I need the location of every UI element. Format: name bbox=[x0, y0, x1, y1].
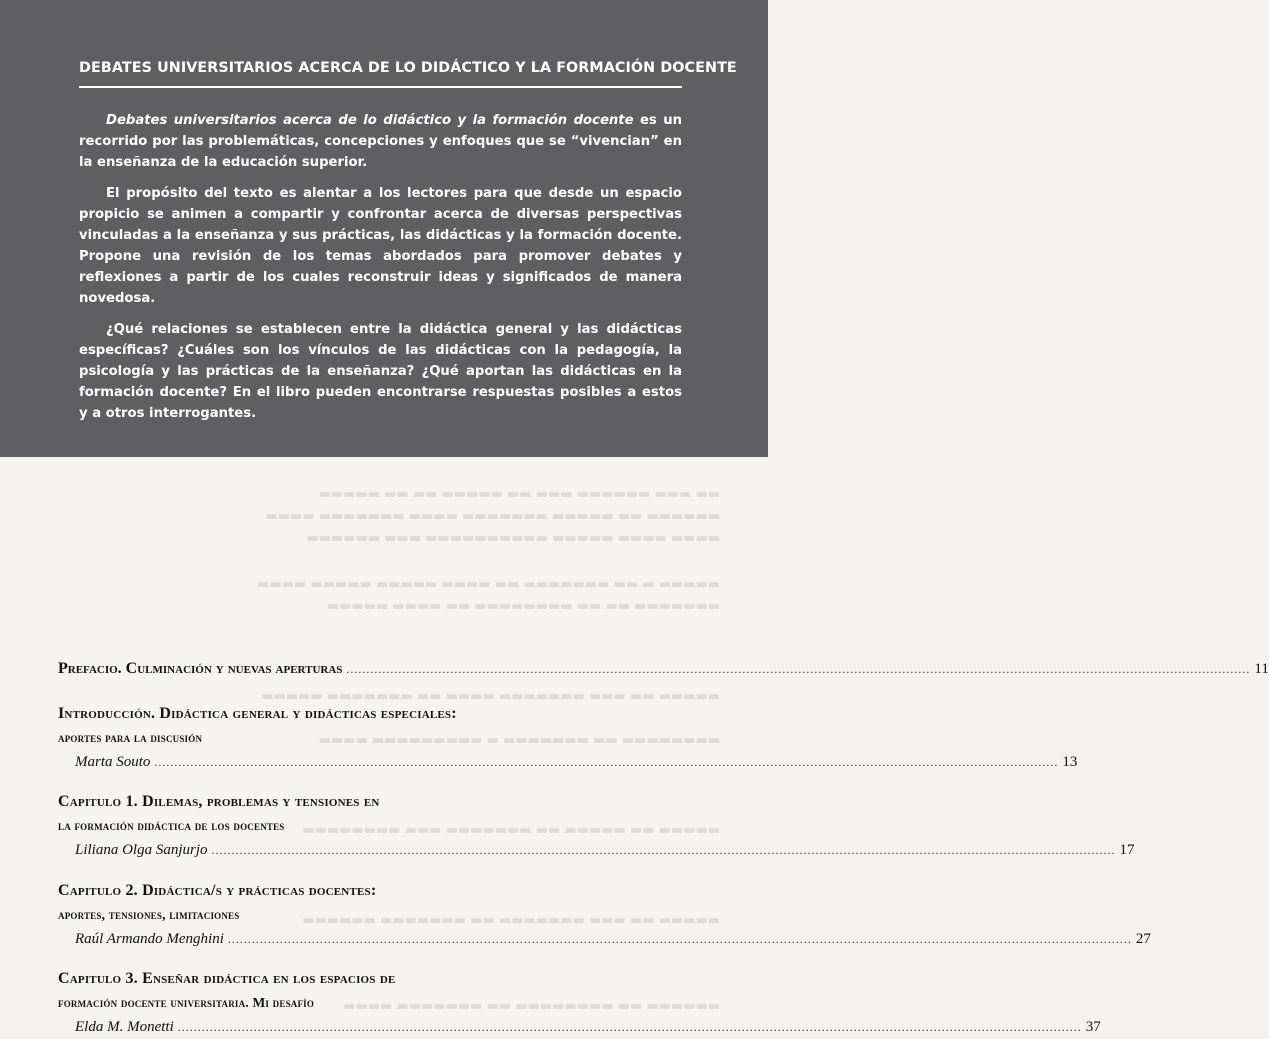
toc-line bbox=[58, 927, 1151, 951]
toc-entry-capitulo-3[interactable] bbox=[58, 967, 1101, 1039]
bleed-through-text: ▬▬▬▬▬ ▬▬ ▬▬▬ ▬▬▬▬▬▬▬ ▬▬ ▬▬▬▬▬▬▬ ▬▬▬▬▬▬ bbox=[302, 913, 720, 928]
toc-heading-line-2: formación docente universitaria. Mi desafío bbox=[58, 995, 315, 1010]
cover-paragraph-3: ¿Qué relaciones se establecen entre la didáctica general y las didácticas específicas? ¿Cuáles son los vínculos de las didácticas con la pedagogía, la psicología y las prácticas de la enseñanza? ¿Qué aportan las didácticas en la formación docente? En el libro pueden encontrarse respuestas posibles a estos y a otros interrogantes. bbox=[79, 322, 682, 421]
bleed-through-text: ▬▬▬▬▬▬ ▬▬ ▬▬▬▬▬ ▬▬▬▬▬▬▬ ▬▬▬▬ ▬▬▬▬▬▬▬ ▬▬▬▬ bbox=[265, 509, 720, 524]
toc-heading bbox=[58, 702, 724, 726]
page-number: 13 bbox=[1062, 754, 1078, 770]
cover-paragraph-1 bbox=[79, 110, 682, 173]
toc-heading bbox=[58, 879, 724, 903]
bleed-through-text: ▬▬▬▬▬▬▬▬ ▬▬ ▬▬▬▬▬▬▬ ▬ ▬▬▬▬▬▬▬▬▬ ▬▬▬▬ bbox=[318, 733, 720, 748]
cover-paragraph-1-text: es un recorrido por las problemáticas, concepciones y enfoques que se “vivencian” en la enseñanza de la educación superior. bbox=[79, 113, 682, 170]
toc-heading-line-2: aportes para la discusión bbox=[58, 730, 203, 745]
toc-heading: Prefacio. Culminación y nuevas aperturas bbox=[58, 660, 343, 677]
toc-author: Raúl Armando Menghini bbox=[75, 931, 224, 947]
title-underline bbox=[79, 86, 682, 88]
toc-line bbox=[58, 657, 1269, 681]
bleed-through-text: ▬▬▬▬▬▬ ▬▬ ▬▬▬▬▬▬▬▬ ▬▬ ▬▬▬▬▬▬▬ ▬▬▬▬ bbox=[343, 999, 720, 1014]
cover-paragraph-2: El propósito del texto es alentar a los lectores para que desde un espacio propicio se animen a compartir y confrontar acerca de diversas perspectivas vinculadas a la enseñanza y sus prácticas, las didácticas y la formación docente. Propone una revisión de los temas abordados para promover debates y reflexiones a partir de los cuales reconstruir ideas y significados de manera novedosa. bbox=[79, 186, 682, 306]
toc-heading-line-2: aportes, tensiones, limitaciones bbox=[58, 907, 240, 922]
bleed-through-text: ▬▬▬▬ ▬▬▬▬ ▬▬▬▬▬ ▬▬▬▬▬▬▬▬▬▬ ▬▬▬ ▬▬▬▬▬▬ bbox=[306, 531, 720, 546]
page-number: 17 bbox=[1119, 842, 1135, 858]
dot-leader bbox=[154, 750, 1058, 774]
bleed-through-text: ▬▬ ▬▬▬ ▬▬▬▬▬▬ ▬▬▬ ▬▬ ▬▬▬▬▬ ▬▬ ▬▬ ▬▬▬▬▬ bbox=[318, 487, 720, 502]
back-cover-panel bbox=[0, 0, 768, 457]
toc-heading-line-1: Introducción. Didáctica general y didácticas especiales: bbox=[58, 705, 457, 722]
toc-line bbox=[58, 750, 1078, 774]
book-title-italic: Debates universitarios acerca de lo didáctico y la formación docente bbox=[106, 113, 634, 128]
cover-title: DEBATES UNIVERSITARIOS ACERCA DE LO DIDÁCTICO Y LA FORMACIÓN DOCENTE bbox=[79, 60, 737, 76]
toc-author: Liliana Olga Sanjurjo bbox=[75, 842, 208, 858]
toc-entry-prefacio[interactable] bbox=[58, 657, 1269, 681]
toc-line bbox=[58, 1015, 1101, 1039]
bleed-through-text: ▬▬▬▬▬▬▬ ▬▬ ▬▬ ▬▬▬▬▬▬▬▬ ▬▬ ▬▬▬▬ ▬▬▬▬▬ bbox=[326, 599, 720, 614]
toc-entry-capitulo-1[interactable] bbox=[58, 790, 1135, 862]
toc-entry-introduccion[interactable] bbox=[58, 702, 1078, 774]
dot-leader bbox=[228, 927, 1132, 951]
bleed-through-text: ▬▬▬▬▬ ▬▬ ▬▬▬ ▬▬▬▬▬▬▬ ▬▬▬▬ ▬▬ ▬▬▬▬▬▬▬ ▬▬▬▬▬ bbox=[261, 689, 720, 704]
bleed-through-text: ▬▬▬▬▬ ▬ ▬▬ ▬▬▬▬▬▬▬ ▬▬ ▬▬▬▬ ▬▬▬▬▬ ▬▬▬▬▬ ▬▬▬▬ bbox=[257, 577, 720, 592]
toc-heading bbox=[58, 790, 724, 814]
cover-description bbox=[79, 110, 682, 434]
toc-entry-capitulo-2[interactable] bbox=[58, 879, 1151, 951]
toc-heading-line-2: la formación didáctica de los docentes bbox=[58, 818, 285, 833]
toc-heading-line-1: Capitulo 3. Enseñar didáctica en los espacios de bbox=[58, 970, 396, 987]
dot-leader bbox=[212, 838, 1116, 862]
table-of-contents-page bbox=[0, 457, 1269, 1035]
toc-author: Marta Souto bbox=[75, 754, 151, 770]
dot-leader bbox=[178, 1015, 1082, 1039]
toc-author: Elda M. Monetti bbox=[75, 1019, 174, 1035]
page-number: 37 bbox=[1085, 1019, 1101, 1035]
toc-heading-line-1: Capitulo 2. Didáctica/s y prácticas docentes: bbox=[58, 882, 377, 899]
toc-line bbox=[58, 838, 1135, 862]
page-number: 27 bbox=[1135, 931, 1151, 947]
toc-heading bbox=[58, 967, 724, 991]
toc-heading-line-1: Capitulo 1. Dilemas, problemas y tensiones en bbox=[58, 793, 380, 810]
dot-leader bbox=[346, 657, 1250, 681]
bleed-through-text: ▬▬▬▬▬ ▬▬ ▬▬▬▬▬ ▬▬ ▬▬▬▬▬▬▬ ▬▬▬ ▬▬▬▬▬▬▬▬ bbox=[302, 823, 720, 838]
page-number: 11 bbox=[1254, 661, 1269, 677]
